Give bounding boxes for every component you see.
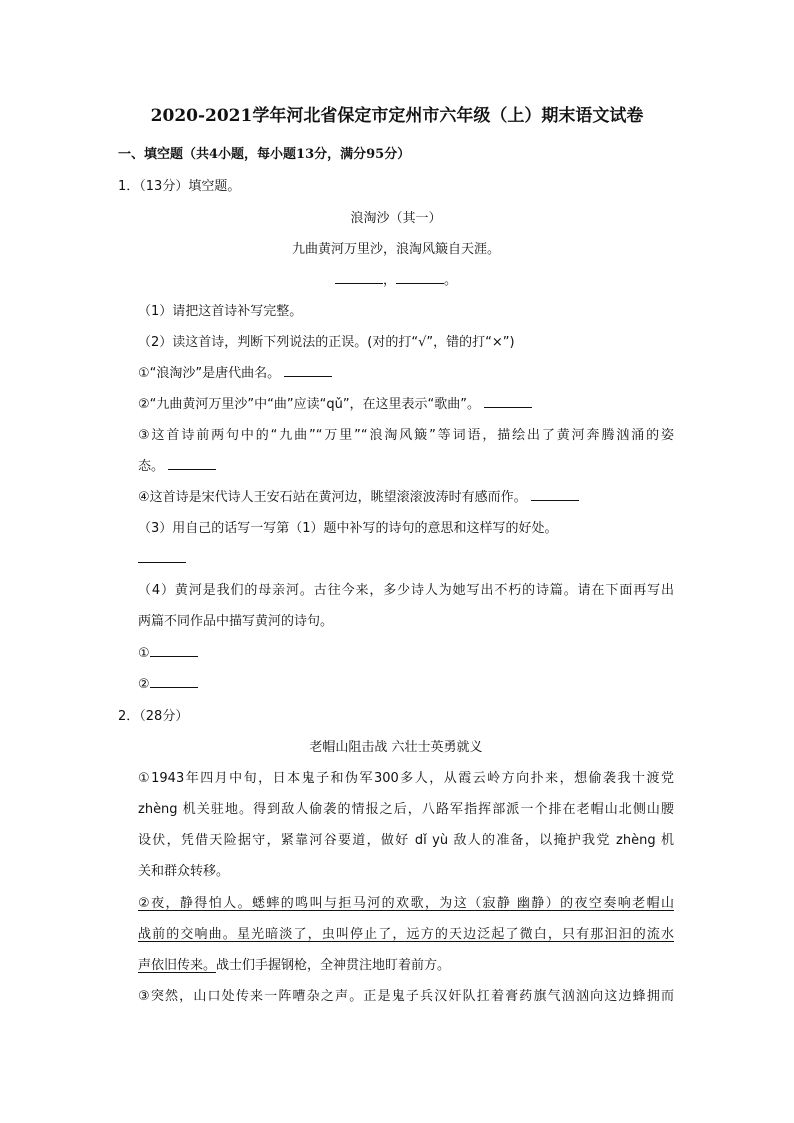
para2-line: ②夜，静得怕人。蟋蟀的鸣叫与拒马河的欢歌，为这（寂静 幽静）的夜空奏响老帽山 <box>138 896 674 911</box>
statement-3-cont: 态。 <box>138 457 674 477</box>
answer-blank[interactable] <box>335 271 383 284</box>
statement-2: ②“九曲黄河万里沙”中“曲”应读“qǔ”，在这里表示“歌曲”。 <box>138 395 674 415</box>
poem-period: 。 <box>444 273 458 288</box>
option-2: ② <box>138 675 674 695</box>
q1-part3: （3）用自己的话写一写第（1）题中补写的诗句的意思和这样写的好处。 <box>138 521 558 536</box>
q1-header: 1．（13分）填空题。 <box>118 179 241 194</box>
exam-title: 2020-2021学年河北省保定市定州市六年级（上）期末语文试卷 <box>150 106 644 126</box>
q1-part4-cont: 两篇不同作品中描写黄河的诗句。 <box>138 614 334 629</box>
poem-blank-line <box>118 271 674 291</box>
statement-4: ④这首诗是宋代诗人王安石站在黄河边，眺望滚滚波涛时有感而作。 <box>138 488 674 508</box>
article-title: 老帽山阻击战 六壮士英勇就义 <box>309 740 483 755</box>
q1-part1: （1）请把这首诗补写完整。 <box>138 304 303 319</box>
poem-title: 浪淘沙（其一） <box>350 211 442 226</box>
q1-part2: （2）读这首诗，判断下列说法的正误。(对的打“√”，错的打“×”) <box>138 335 515 350</box>
answer-blank[interactable] <box>531 488 579 501</box>
answer-blank[interactable] <box>150 644 198 657</box>
para1-line: 关和群众转移。 <box>138 864 230 879</box>
q2-header: 2．（28分） <box>118 709 189 724</box>
answer-blank[interactable] <box>284 364 332 377</box>
answer-blank[interactable] <box>138 550 186 563</box>
answer-blank[interactable] <box>168 457 216 470</box>
answer-blank[interactable] <box>484 395 532 408</box>
para2-line: 战前的交响曲。星光暗淡了，虫叫停止了，远方的天边泛起了微白，只有那汩汩的流水 <box>138 927 674 942</box>
para3-line: ③突然，山口处传来一阵嘈杂之声。正是鬼子兵汉奸队扛着膏药旗气汹汹向这边蜂拥而 <box>138 989 674 1004</box>
q1-part4: （4）黄河是我们的母亲河。古往今来，多少诗人为她写出不朽的诗篇。请在下面再写出 <box>138 583 674 598</box>
q1-part3-answer <box>138 550 674 570</box>
para2-line: 声依旧传来。战士们手握钢枪，全神贯注地盯着前方。 <box>138 958 451 973</box>
para1-line: ①1943年四月中旬，日本鬼子和伪军300多人，从霞云岭方向扑来，想偷袭我十渡党 <box>138 771 674 786</box>
poem-comma: ， <box>382 273 396 288</box>
para1-line: zhèng 机关驻地。得到敌人偷袭的情报之后，八路军指挥部派一个排在老帽山北侧山腰 <box>138 802 674 817</box>
section-heading: 一、填空题（共4小题，每小题13分，满分95分） <box>118 147 411 162</box>
para1-line: 设伏，凭借天险据守，紧靠河谷要道，做好 dǐ yù 敌人的准备，以掩护我党 zhèng 机 <box>138 833 674 848</box>
answer-blank[interactable] <box>396 271 444 284</box>
statement-1: ①“浪淘沙”是唐代曲名。 <box>138 364 674 384</box>
option-1: ① <box>138 644 674 664</box>
statement-3: ③这首诗前两句中的“九曲”“万里”“浪淘风簸”等词语，描绘出了黄河奔腾汹涌的姿 <box>138 428 674 443</box>
poem-line: 九曲黄河万里沙，浪淘风簸自天涯。 <box>291 242 500 257</box>
answer-blank[interactable] <box>150 675 198 688</box>
